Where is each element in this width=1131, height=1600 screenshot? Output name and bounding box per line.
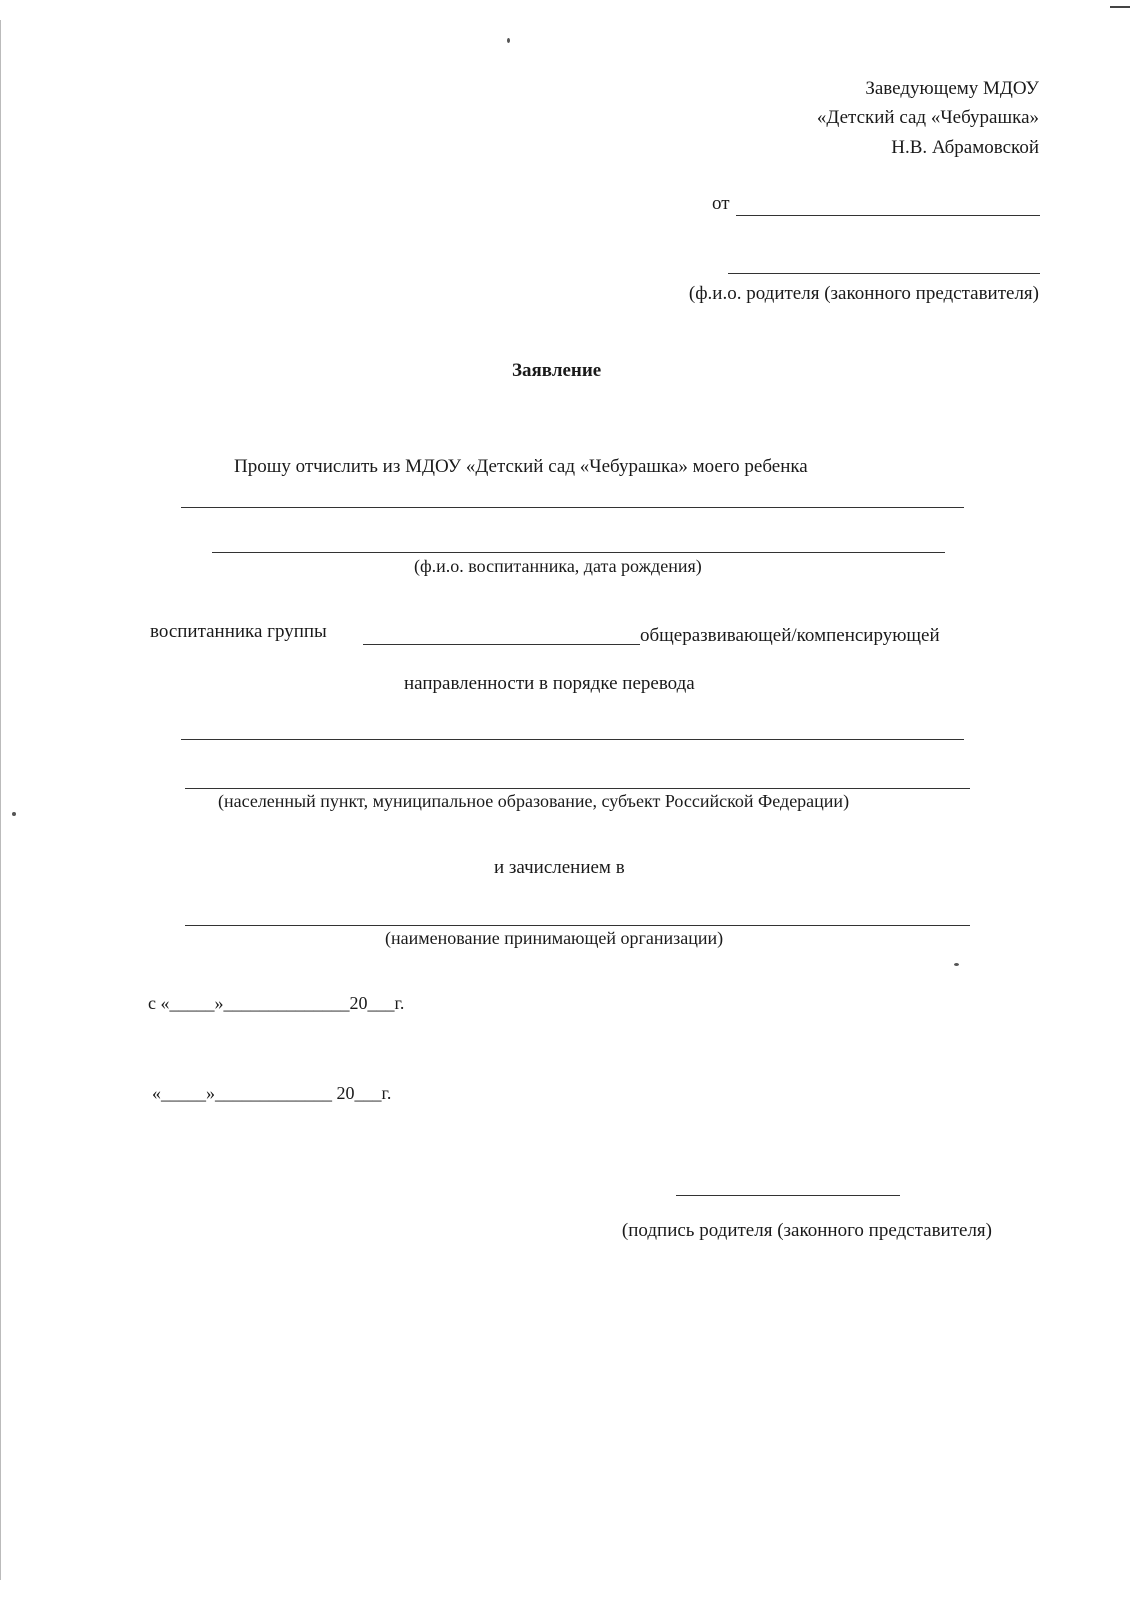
request-text: Прошу отчислить из МДОУ «Детский сад «Чебурашка» моего ребенка	[234, 456, 808, 477]
enrollment-text: и зачислением в	[494, 857, 625, 878]
location-field-2[interactable]	[185, 788, 970, 789]
parent-name-field-2[interactable]	[728, 273, 1040, 274]
signing-date: «_____»_____________ 20___г.	[152, 1083, 392, 1103]
scan-edge-mark	[1110, 6, 1130, 8]
from-label: от	[712, 193, 730, 214]
transfer-text: направленности в порядке перевода	[404, 673, 695, 694]
addressee-line-3: Н.В. Абрамовской	[891, 137, 1039, 158]
document-title: Заявление	[512, 360, 602, 381]
addressee-line-1: Заведующему МДОУ	[865, 78, 1039, 99]
receiving-org-caption: (наименование принимающей организации)	[385, 928, 724, 948]
effective-date: с «_____»______________20___г.	[148, 993, 405, 1013]
scan-speck	[12, 812, 16, 816]
signature-field[interactable]	[676, 1195, 900, 1196]
scan-speck	[507, 38, 510, 43]
scan-speck	[954, 963, 959, 966]
group-field[interactable]	[363, 644, 640, 645]
location-field-1[interactable]	[181, 739, 964, 740]
addressee-line-2: «Детский сад «Чебурашка»	[816, 107, 1039, 128]
location-caption: (населенный пункт, муниципальное образование, субъект Российской Федерации)	[218, 791, 850, 811]
scan-edge-mark	[0, 20, 1, 1580]
child-name-field-1[interactable]	[181, 507, 964, 508]
signature-caption: (подпись родителя (законного представителя)	[621, 1220, 992, 1241]
parent-name-caption: (ф.и.о. родителя (законного представителя)	[688, 283, 1039, 304]
child-name-field-2[interactable]	[212, 552, 945, 553]
parent-name-field-1[interactable]	[736, 215, 1040, 216]
group-type-text: общеразвивающей/компенсирующей	[640, 625, 940, 646]
receiving-org-field[interactable]	[185, 925, 970, 926]
group-label: воспитанника группы	[150, 621, 327, 642]
child-name-caption: (ф.и.о. воспитанника, дата рождения)	[414, 556, 702, 576]
